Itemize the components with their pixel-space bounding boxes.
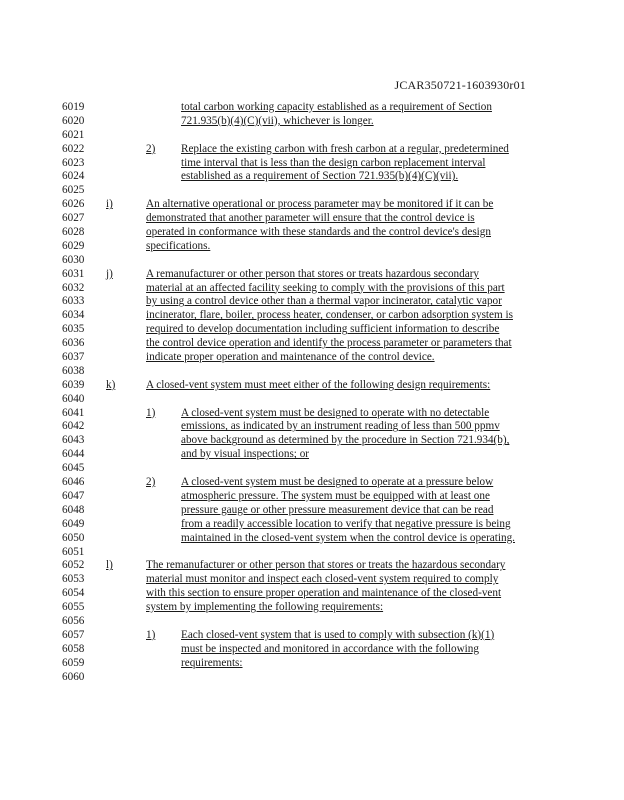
text-line: A closed-vent system must meet either of the following design requirements: xyxy=(146,378,491,391)
text-line: the control device operation and identify the process parameter or parameters that xyxy=(146,337,512,350)
line-number: 6019 xyxy=(62,101,85,113)
text-line: material must monitor and inspect each closed-vent system required to comply xyxy=(146,573,499,586)
document-id-header: JCAR350721-1603930r01 xyxy=(394,78,526,92)
text-line: The remanufacturer or other person that stores or treats the hazardous secondary xyxy=(146,559,506,572)
line-number: 6038 xyxy=(62,364,85,377)
line-number: 6058 xyxy=(62,642,85,655)
line-number: 6031 xyxy=(62,267,85,280)
text-line: above background as determined by the procedure in Section 721.934(b), xyxy=(181,434,510,447)
text-line: Replace the existing carbon with fresh carbon at a regular, predetermined xyxy=(181,142,509,155)
line-number: 6056 xyxy=(62,614,85,627)
text-line: operated in conformance with these standards and the control device's design xyxy=(146,226,491,239)
text-line: indicate proper operation and maintenance of the control device. xyxy=(146,351,435,364)
line-number: 6044 xyxy=(62,448,85,461)
item-marker: 1) xyxy=(146,628,156,641)
line-number: 6028 xyxy=(62,226,85,239)
line-number: 6036 xyxy=(62,337,85,350)
line-number: 6033 xyxy=(62,295,85,308)
text-line: required to develop documentation including sufficient information to describe xyxy=(146,323,500,336)
line-number: 6034 xyxy=(62,309,85,322)
line-number: 6045 xyxy=(62,462,85,475)
text-line: Each closed-vent system that is used to comply with subsection (k)(1) xyxy=(181,628,495,641)
line-number: 6022 xyxy=(62,142,85,155)
line-number: 6046 xyxy=(62,476,85,489)
line-number: 6042 xyxy=(62,420,85,433)
line-number: 6050 xyxy=(62,531,85,544)
item-marker: 2) xyxy=(146,476,156,489)
item-replace-carbon xyxy=(0,143,624,185)
text-line: emissions, as indicated by an instrument reading of less than 500 ppmv xyxy=(181,420,500,433)
item-k2 xyxy=(0,476,624,545)
subsection-j xyxy=(0,268,624,365)
text-line: and by visual inspections; or xyxy=(181,448,310,461)
subsection-i xyxy=(0,198,624,254)
line-number: 6026 xyxy=(62,198,85,211)
item-k1 xyxy=(0,407,624,463)
subsection-marker: i) xyxy=(106,198,113,211)
line-number: 6053 xyxy=(62,573,85,586)
line-number: 6048 xyxy=(62,503,85,516)
continuation-paragraph xyxy=(0,101,624,129)
line-number: 6057 xyxy=(62,628,85,641)
line-number: 6025 xyxy=(62,184,85,197)
text-line: from a readily accessible location to verify that negative pressure is being xyxy=(181,517,511,530)
text-line: with this section to ensure proper operation and maintenance of the closed-vent xyxy=(146,587,502,600)
line-number: 6055 xyxy=(62,601,85,614)
text-line: time interval that is less than the design carbon replacement interval xyxy=(181,156,486,169)
subsection-marker: k) xyxy=(106,378,116,391)
text-line: established as a requirement of Section 721.935(b)(4)(C)(vii). xyxy=(181,170,459,183)
line-number: 6027 xyxy=(62,212,85,225)
text-line: pressure gauge or other pressure measurement device that can be read xyxy=(181,503,494,516)
subsection-marker: j) xyxy=(106,267,113,280)
line-number: 6030 xyxy=(62,253,85,266)
line-number: 6024 xyxy=(62,170,85,183)
line-number: 6032 xyxy=(62,281,85,294)
text-line: demonstrated that another parameter will ensure that the control device is xyxy=(146,212,475,225)
subsection-l xyxy=(0,559,624,615)
text-line: must be inspected and monitored in accordance with the following xyxy=(181,642,479,655)
text-line: incinerator, flare, boiler, process heater, condenser, or carbon adsorption system is xyxy=(146,309,513,322)
line-number: 6041 xyxy=(62,406,85,419)
line-number: 6043 xyxy=(62,434,85,447)
line-number: 6052 xyxy=(62,559,85,572)
text-line: A closed-vent system must be designed to operate with no detectable xyxy=(181,406,490,419)
line-number: 6054 xyxy=(62,587,85,600)
text-line: An alternative operational or process parameter may be monitored if it can be xyxy=(146,198,494,211)
document-body xyxy=(0,101,624,671)
line-number: 6035 xyxy=(62,323,85,336)
text-line: requirements: xyxy=(181,656,243,669)
text-line: specifications. xyxy=(146,239,211,252)
text-line: 721.935(b)(4)(C)(vii), whichever is longer. xyxy=(181,114,374,127)
text-line: material at an affected facility seeking to comply with the provisions of this part xyxy=(146,281,505,294)
line-number: 6029 xyxy=(62,239,85,252)
line-number: 6023 xyxy=(62,156,85,169)
text-line: total carbon working capacity established as a requirement of Section xyxy=(181,101,492,113)
subsection-marker: l) xyxy=(106,559,113,572)
text-line: A remanufacturer or other person that stores or treats hazardous secondary xyxy=(146,267,480,280)
subsection-k xyxy=(0,379,624,393)
item-marker: 2) xyxy=(146,142,156,155)
item-l1 xyxy=(0,629,624,671)
line-number: 6039 xyxy=(62,378,85,391)
text-line: atmospheric pressure. The system must be equipped with at least one xyxy=(181,489,490,502)
text-line: system by implementing the following requirements: xyxy=(146,601,384,614)
line-number: 6037 xyxy=(62,351,85,364)
text-line: A closed-vent system must be designed to operate at a pressure below xyxy=(181,476,494,489)
line-number: 6040 xyxy=(62,392,85,405)
line-number: 6049 xyxy=(62,517,85,530)
line-number: 6021 xyxy=(62,128,85,141)
text-line: maintained in the closed-vent system when the control device is operating. xyxy=(181,531,515,544)
line-number: 6060 xyxy=(62,670,85,683)
text-line: by using a control device other than a thermal vapor incinerator, catalytic vapor xyxy=(146,295,502,308)
line-number: 6047 xyxy=(62,489,85,502)
line-number: 6051 xyxy=(62,545,85,558)
line-number: 6020 xyxy=(62,114,85,127)
item-marker: 1) xyxy=(146,406,156,419)
line-number: 6059 xyxy=(62,656,85,669)
